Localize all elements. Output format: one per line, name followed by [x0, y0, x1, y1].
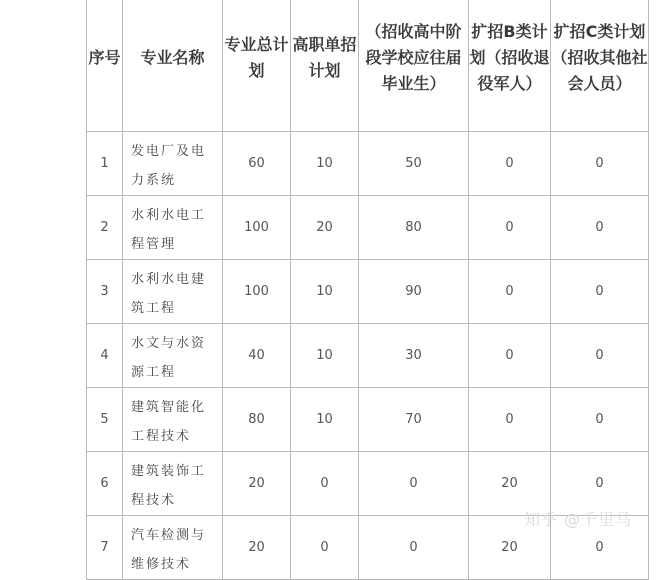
cell-major-name: 汽车检测与维修技术	[123, 516, 223, 580]
header-vocational-plan: 高职单招计划	[291, 0, 359, 132]
cell-expansion-c: 0	[551, 324, 649, 388]
header-seq: 序号	[87, 0, 123, 132]
cell-graduates: 0	[359, 452, 469, 516]
cell-total: 20	[223, 516, 291, 580]
cell-vocational: 10	[291, 324, 359, 388]
cell-total: 100	[223, 196, 291, 260]
cell-graduates: 0	[359, 516, 469, 580]
cell-total: 80	[223, 388, 291, 452]
cell-seq: 4	[87, 324, 123, 388]
cell-vocational: 10	[291, 260, 359, 324]
cell-total: 40	[223, 324, 291, 388]
cell-major-name: 建筑智能化工程技术	[123, 388, 223, 452]
zhihu-watermark: 知乎 @千里马	[524, 510, 633, 529]
header-total-plan: 专业总计划	[223, 0, 291, 132]
table-row	[87, 452, 649, 516]
cell-graduates: 70	[359, 388, 469, 452]
cell-total: 100	[223, 260, 291, 324]
cell-expansion-c: 0	[551, 196, 649, 260]
cell-seq: 3	[87, 260, 123, 324]
cell-seq: 2	[87, 196, 123, 260]
cell-seq: 5	[87, 388, 123, 452]
cell-vocational: 0	[291, 452, 359, 516]
cell-graduates: 80	[359, 196, 469, 260]
cell-seq: 7	[87, 516, 123, 580]
header-expansion-c: 扩招C类计划（招收其他社会人员）	[551, 0, 649, 132]
enrollment-plan-table	[86, 0, 649, 580]
cell-expansion-b: 20	[469, 516, 551, 580]
cell-expansion-c: 0	[551, 388, 649, 452]
cell-total: 60	[223, 132, 291, 196]
cell-expansion-b: 0	[469, 388, 551, 452]
cell-major-name: 发电厂及电力系统	[123, 132, 223, 196]
cell-expansion-c: 0	[551, 516, 649, 580]
table-row	[87, 196, 649, 260]
cell-vocational: 10	[291, 388, 359, 452]
cell-vocational: 20	[291, 196, 359, 260]
cell-expansion-b: 0	[469, 260, 551, 324]
cell-vocational: 10	[291, 132, 359, 196]
cell-total: 20	[223, 452, 291, 516]
cell-expansion-b: 0	[469, 132, 551, 196]
header-graduates: （招收高中阶段学校应往届毕业生）	[359, 0, 469, 132]
cell-graduates: 30	[359, 324, 469, 388]
cell-expansion-c: 0	[551, 260, 649, 324]
cell-major-name: 水利水电工程管理	[123, 196, 223, 260]
header-major-name: 专业名称	[123, 0, 223, 132]
cell-expansion-c: 0	[551, 132, 649, 196]
cell-major-name: 建筑装饰工程技术	[123, 452, 223, 516]
header-expansion-b: 扩招B类计划（招收退役军人）	[469, 0, 551, 132]
cell-seq: 1	[87, 132, 123, 196]
cell-vocational: 0	[291, 516, 359, 580]
cell-seq: 6	[87, 452, 123, 516]
table-row	[87, 260, 649, 324]
enrollment-plan-table-container	[86, 0, 648, 572]
cell-graduates: 90	[359, 260, 469, 324]
cell-expansion-b: 0	[469, 196, 551, 260]
cell-major-name: 水文与水资源工程	[123, 324, 223, 388]
cell-graduates: 50	[359, 132, 469, 196]
table-row	[87, 324, 649, 388]
cell-expansion-b: 20	[469, 452, 551, 516]
table-row	[87, 388, 649, 452]
cell-major-name: 水利水电建筑工程	[123, 260, 223, 324]
cell-expansion-b: 0	[469, 324, 551, 388]
table-row	[87, 132, 649, 196]
cell-expansion-c: 0	[551, 452, 649, 516]
table-header-row	[87, 0, 649, 132]
